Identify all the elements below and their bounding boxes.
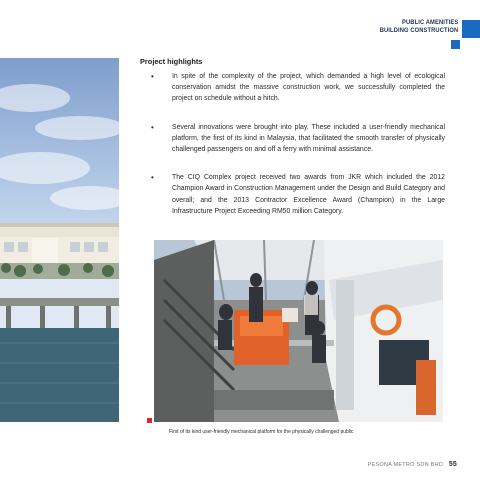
- highlight-item: [140, 172, 445, 217]
- highlight-item: [140, 71, 445, 105]
- section-header: [371, 19, 458, 34]
- project-highlights: [140, 57, 445, 234]
- bullet-dot: •: [151, 72, 154, 81]
- mechanical-platform-photo: [154, 240, 443, 422]
- building-waterfront-photo: [0, 58, 119, 422]
- company-name: PESONA METRO SDN BHD: [367, 462, 444, 468]
- bullet-dot: •: [151, 122, 154, 132]
- bullet-dot: •: [151, 173, 154, 183]
- page-number: 55: [448, 461, 457, 468]
- highlight-text: Several innovations were brought into play. These included a user-friendly mechanical platform, the first of its kind in Malaysia, that facilitated the smooth transfer of physically challenged passengers on and off a ferry with minimal assistance.: [172, 123, 445, 154]
- highlight-item: [140, 122, 445, 156]
- page-footer: [368, 461, 457, 468]
- highlight-text: In spite of the complexity of the project, which demanded a high level of ecological conservation amidst the massive construction work, we successfully completed the project on schedule without a hitch.: [172, 73, 445, 103]
- decorative-square-small: [451, 40, 460, 49]
- highlights-title: Project highlights: [140, 57, 203, 66]
- photo-caption: First of its kind user-friendly mechanical platform for the physically challenged public: [169, 429, 354, 435]
- caption-marker: [147, 418, 152, 423]
- header-category: PUBLIC AMENITIES: [401, 19, 458, 26]
- highlight-text: The CIQ Complex project received two awards from JKR which included the 2012 Champion Award in Construction Management under the Design and Build Category and overall; and the 2013 Contractor Excellence Award (Champion) in the Large Infrastructure Project Exceeding RM50 million Category.: [172, 174, 445, 215]
- header-subcategory: BUILDING CONSTRUCTION: [379, 26, 458, 34]
- decorative-square-large: [462, 20, 480, 38]
